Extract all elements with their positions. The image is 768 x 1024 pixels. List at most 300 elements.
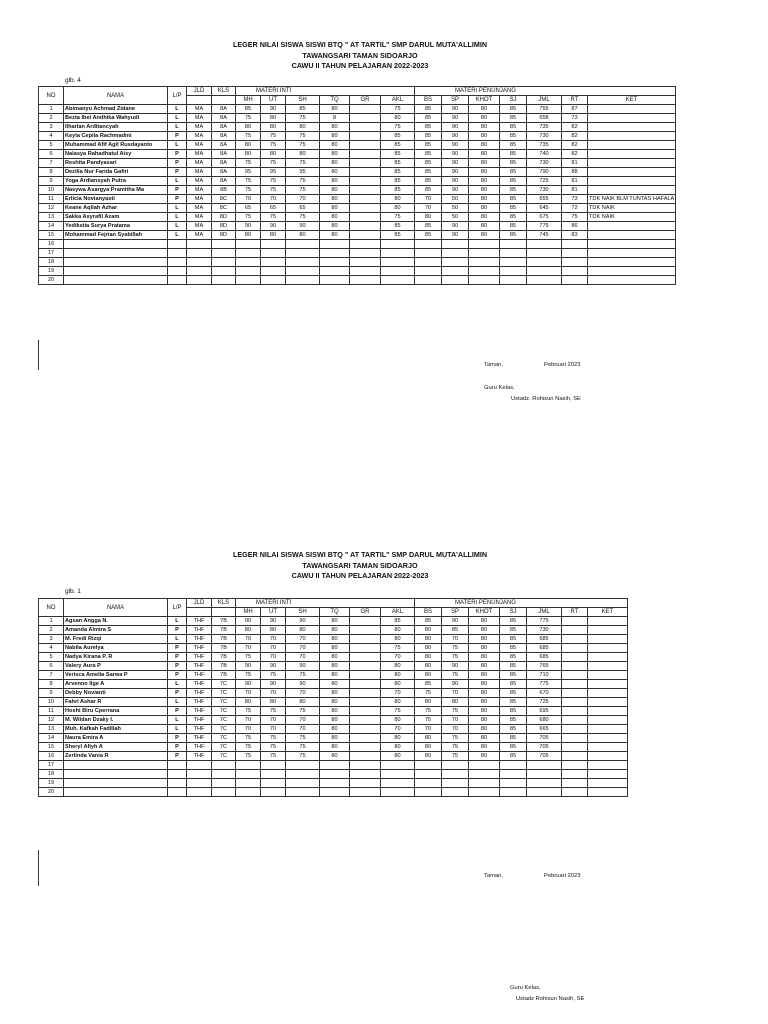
score-tq: 80 xyxy=(320,716,350,725)
col-sh-header: SH xyxy=(286,608,320,617)
keterangan xyxy=(588,204,676,213)
score-ut: 80 xyxy=(261,114,286,123)
score-bs: 80 xyxy=(415,662,442,671)
score-tq: 80 xyxy=(320,132,350,141)
score-tq: 80 xyxy=(320,707,350,716)
empty-cell xyxy=(286,770,320,779)
student-name: Naura Emira A xyxy=(64,734,168,743)
empty-cell xyxy=(168,761,187,770)
score-tq: 80 xyxy=(320,653,350,662)
empty-cell xyxy=(187,770,212,779)
empty-cell xyxy=(527,267,562,276)
score-akl: 75 xyxy=(381,707,415,716)
score-mh: 75 xyxy=(236,743,261,752)
total-jml: 765 xyxy=(527,662,562,671)
score-mh: 90 xyxy=(236,662,261,671)
score-sp: 70 xyxy=(442,635,469,644)
score-ut: 95 xyxy=(261,168,286,177)
gender: P xyxy=(168,707,187,716)
gender: L xyxy=(168,105,187,114)
jilid: THF xyxy=(187,635,212,644)
score-sh: 75 xyxy=(286,671,320,680)
average-rt: 82 xyxy=(562,141,588,150)
score-sj: 85 xyxy=(500,204,527,213)
col-ket-header: KET xyxy=(588,96,676,105)
average-rt: 72 xyxy=(562,204,588,213)
empty-cell xyxy=(442,770,469,779)
jilid: MA xyxy=(187,132,212,141)
average-rt: 82 xyxy=(562,123,588,132)
empty-cell xyxy=(64,761,168,770)
empty-cell xyxy=(350,779,381,788)
empty-cell xyxy=(320,276,350,285)
score-mh: 80 xyxy=(236,626,261,635)
materi-inti-header: MATERI INTI xyxy=(236,87,415,96)
empty-cell xyxy=(212,779,236,788)
empty-cell xyxy=(562,267,588,276)
student-name: Debby Novianti xyxy=(64,689,168,698)
student-name: Sheryl Afiyh A xyxy=(64,743,168,752)
class: 8D xyxy=(212,213,236,222)
score-bs: 85 xyxy=(415,159,442,168)
row-number: 15 xyxy=(39,743,64,752)
average-rt xyxy=(562,698,588,707)
jilid: MA xyxy=(187,195,212,204)
score-sp: 90 xyxy=(442,159,469,168)
col-akl-header: AKL xyxy=(381,96,415,105)
table-row xyxy=(39,635,628,644)
empty-cell xyxy=(527,258,562,267)
score-tq: 80 xyxy=(320,168,350,177)
jilid: THF xyxy=(187,707,212,716)
guru-kelas-label: Guru Kelas, xyxy=(510,985,541,991)
student-name: Nasywa Asargya Pramitha Ma xyxy=(64,186,168,195)
score-akl: 80 xyxy=(381,114,415,123)
score-gr xyxy=(350,123,381,132)
score-mh: 70 xyxy=(236,635,261,644)
keterangan xyxy=(588,707,628,716)
score-khot: 80 xyxy=(469,635,500,644)
empty-cell xyxy=(469,258,500,267)
keterangan xyxy=(588,114,676,123)
gender: P xyxy=(168,644,187,653)
col-sj-header: SJ xyxy=(500,96,527,105)
col-jld-header: JLD xyxy=(187,87,212,96)
empty-cell xyxy=(286,240,320,249)
table-row xyxy=(39,231,676,240)
score-sh: 90 xyxy=(286,617,320,626)
total-jml: 705 xyxy=(527,743,562,752)
empty-cell xyxy=(236,258,261,267)
empty-cell xyxy=(415,258,442,267)
student-name: Hoshi Biru Cperrana xyxy=(64,707,168,716)
score-bs: 85 xyxy=(415,105,442,114)
empty-cell xyxy=(212,249,236,258)
jilid-label: glb. 4 xyxy=(65,77,81,84)
score-akl: 80 xyxy=(381,698,415,707)
score-ut: 75 xyxy=(261,159,286,168)
score-khot: 80 xyxy=(469,159,500,168)
score-akl: 80 xyxy=(381,680,415,689)
student-name: Bezta Ibel Andhika Wahyudi xyxy=(64,114,168,123)
score-mh: 65 xyxy=(236,204,261,213)
empty-cell xyxy=(212,240,236,249)
total-jml: 685 xyxy=(527,635,562,644)
row-number: 18 xyxy=(39,770,64,779)
score-sp: 50 xyxy=(442,204,469,213)
empty-cell xyxy=(381,267,415,276)
col-lp-header: L/P xyxy=(168,87,187,105)
class: 7C xyxy=(212,743,236,752)
score-sh: 80 xyxy=(286,150,320,159)
empty-cell xyxy=(415,240,442,249)
score-gr xyxy=(350,159,381,168)
materi-penunjang-header: MATERI PENUNJANG xyxy=(415,599,628,608)
score-tq: 80 xyxy=(320,159,350,168)
score-akl: 85 xyxy=(381,168,415,177)
empty-cell xyxy=(212,770,236,779)
keterangan xyxy=(588,132,676,141)
table-row-empty xyxy=(39,788,628,797)
table-row xyxy=(39,123,676,132)
score-sh: 95 xyxy=(286,168,320,177)
guru-kelas-name: Ustadz Rohisun Nasih, SE xyxy=(516,996,585,1002)
score-akl: 85 xyxy=(381,222,415,231)
keterangan-text: TDK NAIK BLM TUNTAS HAFALA xyxy=(589,196,675,202)
score-ut: 75 xyxy=(261,177,286,186)
empty-cell xyxy=(469,240,500,249)
score-sh: 90 xyxy=(286,222,320,231)
score-akl: 85 xyxy=(381,617,415,626)
score-sh: 75 xyxy=(286,177,320,186)
keterangan xyxy=(588,653,628,662)
score-sp: 85 xyxy=(442,626,469,635)
score-sh: 80 xyxy=(286,626,320,635)
score-gr xyxy=(350,150,381,159)
col-bs-header: BS xyxy=(415,608,442,617)
score-sp: 70 xyxy=(442,725,469,734)
empty-cell xyxy=(588,240,676,249)
empty-cell xyxy=(236,267,261,276)
keterangan xyxy=(588,680,628,689)
total-jml: 705 xyxy=(527,734,562,743)
empty-cell xyxy=(168,788,187,797)
empty-cell xyxy=(187,276,212,285)
empty-cell xyxy=(236,779,261,788)
score-bs: 75 xyxy=(415,689,442,698)
row-number: 4 xyxy=(39,132,64,141)
score-sp: 70 xyxy=(442,716,469,725)
empty-cell xyxy=(261,788,286,797)
score-akl: 85 xyxy=(381,150,415,159)
score-khot: 80 xyxy=(469,150,500,159)
score-sj: 85 xyxy=(500,105,527,114)
score-sp: 90 xyxy=(442,662,469,671)
score-tq: 80 xyxy=(320,680,350,689)
average-rt xyxy=(562,716,588,725)
table-left-border xyxy=(38,340,39,370)
empty-cell xyxy=(261,770,286,779)
empty-cell xyxy=(442,788,469,797)
score-khot: 80 xyxy=(469,671,500,680)
empty-cell xyxy=(236,770,261,779)
empty-cell xyxy=(500,249,527,258)
jilid: MA xyxy=(187,123,212,132)
score-ut: 80 xyxy=(261,123,286,132)
empty-cell xyxy=(381,258,415,267)
empty-cell xyxy=(187,779,212,788)
score-khot: 80 xyxy=(469,105,500,114)
empty-cell xyxy=(442,249,469,258)
table-row xyxy=(39,662,628,671)
empty-cell xyxy=(64,779,168,788)
col-nama-header: NAMA xyxy=(64,87,168,105)
score-bs: 85 xyxy=(415,177,442,186)
class: 7C xyxy=(212,734,236,743)
class: 8D xyxy=(212,222,236,231)
score-ut: 75 xyxy=(261,743,286,752)
score-gr xyxy=(350,105,381,114)
score-khot: 80 xyxy=(469,644,500,653)
gender: P xyxy=(168,168,187,177)
signature-date: Pebruari 2023 xyxy=(544,362,581,368)
empty-cell xyxy=(187,240,212,249)
score-sj: 85 xyxy=(500,195,527,204)
row-number: 19 xyxy=(39,267,64,276)
score-ut: 80 xyxy=(261,698,286,707)
score-ut: 70 xyxy=(261,644,286,653)
col-jml-header: JML xyxy=(527,96,562,105)
empty-cell xyxy=(320,267,350,276)
average-rt: 88 xyxy=(562,168,588,177)
score-khot: 80 xyxy=(469,168,500,177)
score-bs: 80 xyxy=(415,635,442,644)
keterangan xyxy=(588,716,628,725)
score-sj: 85 xyxy=(500,680,527,689)
table-row xyxy=(39,734,628,743)
class: 8C xyxy=(212,195,236,204)
table-row-empty xyxy=(39,249,676,258)
col-ut-header: UT xyxy=(261,96,286,105)
keterangan xyxy=(588,698,628,707)
gender: P xyxy=(168,186,187,195)
class: 7B xyxy=(212,653,236,662)
empty-cell xyxy=(64,788,168,797)
keterangan xyxy=(588,177,676,186)
empty-cell xyxy=(286,249,320,258)
score-bs: 85 xyxy=(415,222,442,231)
table-row xyxy=(39,698,628,707)
keterangan xyxy=(588,150,676,159)
empty-cell xyxy=(415,249,442,258)
empty-cell xyxy=(212,761,236,770)
score-akl: 85 xyxy=(381,177,415,186)
total-jml: 775 xyxy=(527,222,562,231)
gender: L xyxy=(168,716,187,725)
empty-cell xyxy=(261,258,286,267)
score-akl: 80 xyxy=(381,716,415,725)
row-number: 10 xyxy=(39,186,64,195)
jilid: MA xyxy=(187,231,212,240)
student-name: Yoga Ardiansyah Putra xyxy=(64,177,168,186)
class: 7C xyxy=(212,689,236,698)
student-name: Muh. Kafkah Fadillah xyxy=(64,725,168,734)
score-akl: 80 xyxy=(381,195,415,204)
empty-cell xyxy=(168,249,187,258)
score-tq: 80 xyxy=(320,213,350,222)
empty-cell xyxy=(588,258,676,267)
keterangan xyxy=(588,671,628,680)
total-jml: 705 xyxy=(527,752,562,761)
score-gr xyxy=(350,195,381,204)
student-name: Agsan Angga N. xyxy=(64,617,168,626)
score-sp: 70 xyxy=(442,689,469,698)
table-row xyxy=(39,177,676,186)
score-sp: 90 xyxy=(442,177,469,186)
student-name: Nabila Aurelya xyxy=(64,644,168,653)
guru-kelas-name: Ustadz. Rohisun Nasih, SE xyxy=(511,396,581,402)
jilid: THF xyxy=(187,680,212,689)
score-gr xyxy=(350,689,381,698)
score-bs: 85 xyxy=(415,132,442,141)
class: 8A xyxy=(212,132,236,141)
row-number: 8 xyxy=(39,680,64,689)
score-akl: 70 xyxy=(381,689,415,698)
score-sh: 75 xyxy=(286,186,320,195)
row-number: 2 xyxy=(39,626,64,635)
keterangan xyxy=(588,213,676,222)
jilid: THF xyxy=(187,716,212,725)
title-line: CAWU II TAHUN PELAJARAN 2022-2023 xyxy=(291,571,429,580)
gender: L xyxy=(168,141,187,150)
total-jml: 710 xyxy=(527,671,562,680)
score-sh: 75 xyxy=(286,213,320,222)
score-gr xyxy=(350,635,381,644)
score-tq: 80 xyxy=(320,222,350,231)
score-sp: 90 xyxy=(442,114,469,123)
empty-cell xyxy=(187,267,212,276)
class: 7C xyxy=(212,725,236,734)
score-sh: 70 xyxy=(286,635,320,644)
empty-cell xyxy=(236,788,261,797)
average-rt: 73 xyxy=(562,195,588,204)
table-row-empty xyxy=(39,258,676,267)
student-name: Zerlinda Vania R xyxy=(64,752,168,761)
keterangan xyxy=(588,222,676,231)
score-sj: 85 xyxy=(500,159,527,168)
empty-cell xyxy=(236,276,261,285)
average-rt: 83 xyxy=(562,231,588,240)
score-akl: 75 xyxy=(381,213,415,222)
average-rt xyxy=(562,662,588,671)
row-number: 20 xyxy=(39,788,64,797)
row-number: 17 xyxy=(39,761,64,770)
score-tq: 80 xyxy=(320,725,350,734)
score-mh: 80 xyxy=(236,231,261,240)
empty-cell xyxy=(469,788,500,797)
row-number: 19 xyxy=(39,779,64,788)
empty-cell xyxy=(320,761,350,770)
score-sj: 85 xyxy=(500,132,527,141)
class: 7B xyxy=(212,617,236,626)
signature-date: Pebruari 2023 xyxy=(544,873,581,879)
grades-table xyxy=(38,86,676,285)
score-khot: 80 xyxy=(469,222,500,231)
gender: P xyxy=(168,653,187,662)
table-row xyxy=(39,141,676,150)
average-rt: 82 xyxy=(562,132,588,141)
score-ut: 70 xyxy=(261,725,286,734)
score-bs: 85 xyxy=(415,680,442,689)
jilid: MA xyxy=(187,222,212,231)
empty-cell xyxy=(562,276,588,285)
score-ut: 90 xyxy=(261,680,286,689)
empty-cell xyxy=(442,761,469,770)
score-tq: 80 xyxy=(320,150,350,159)
empty-cell xyxy=(212,267,236,276)
score-sj: 85 xyxy=(500,186,527,195)
row-number: 14 xyxy=(39,734,64,743)
col-khot-header: KHOT xyxy=(469,608,500,617)
total-jml: 680 xyxy=(527,716,562,725)
empty-cell xyxy=(320,779,350,788)
score-ut: 80 xyxy=(261,150,286,159)
score-mh: 75 xyxy=(236,752,261,761)
score-sh: 70 xyxy=(286,689,320,698)
empty-cell xyxy=(527,770,562,779)
score-sj: 85 xyxy=(500,734,527,743)
score-bs: 85 xyxy=(415,186,442,195)
class: 8B xyxy=(212,186,236,195)
col-jld-header: JLD xyxy=(187,599,212,608)
empty-cell xyxy=(64,276,168,285)
empty-cell xyxy=(64,249,168,258)
jilid: THF xyxy=(187,752,212,761)
score-gr xyxy=(350,132,381,141)
row-number: 4 xyxy=(39,644,64,653)
score-ut: 75 xyxy=(261,186,286,195)
jilid: THF xyxy=(187,626,212,635)
empty-cell xyxy=(320,249,350,258)
empty-cell xyxy=(527,761,562,770)
class: 7C xyxy=(212,680,236,689)
empty-cell xyxy=(500,761,527,770)
empty-cell xyxy=(469,276,500,285)
jilid: THF xyxy=(187,734,212,743)
score-sj: 85 xyxy=(500,662,527,671)
row-number: 20 xyxy=(39,276,64,285)
col-rt-header: RT xyxy=(562,608,588,617)
jilid: THF xyxy=(187,662,212,671)
row-number: 10 xyxy=(39,698,64,707)
total-jml: 695 xyxy=(527,707,562,716)
total-jml: 730 xyxy=(527,159,562,168)
row-number: 11 xyxy=(39,195,64,204)
score-khot: 80 xyxy=(469,680,500,689)
score-gr xyxy=(350,141,381,150)
empty-cell xyxy=(442,276,469,285)
empty-cell xyxy=(350,770,381,779)
empty-cell xyxy=(500,779,527,788)
table-row xyxy=(39,186,676,195)
empty-cell xyxy=(187,249,212,258)
empty-cell xyxy=(500,788,527,797)
score-tq: 80 xyxy=(320,141,350,150)
empty-cell xyxy=(286,267,320,276)
row-number: 7 xyxy=(39,671,64,680)
score-tq: 80 xyxy=(320,752,350,761)
keterangan xyxy=(588,168,676,177)
